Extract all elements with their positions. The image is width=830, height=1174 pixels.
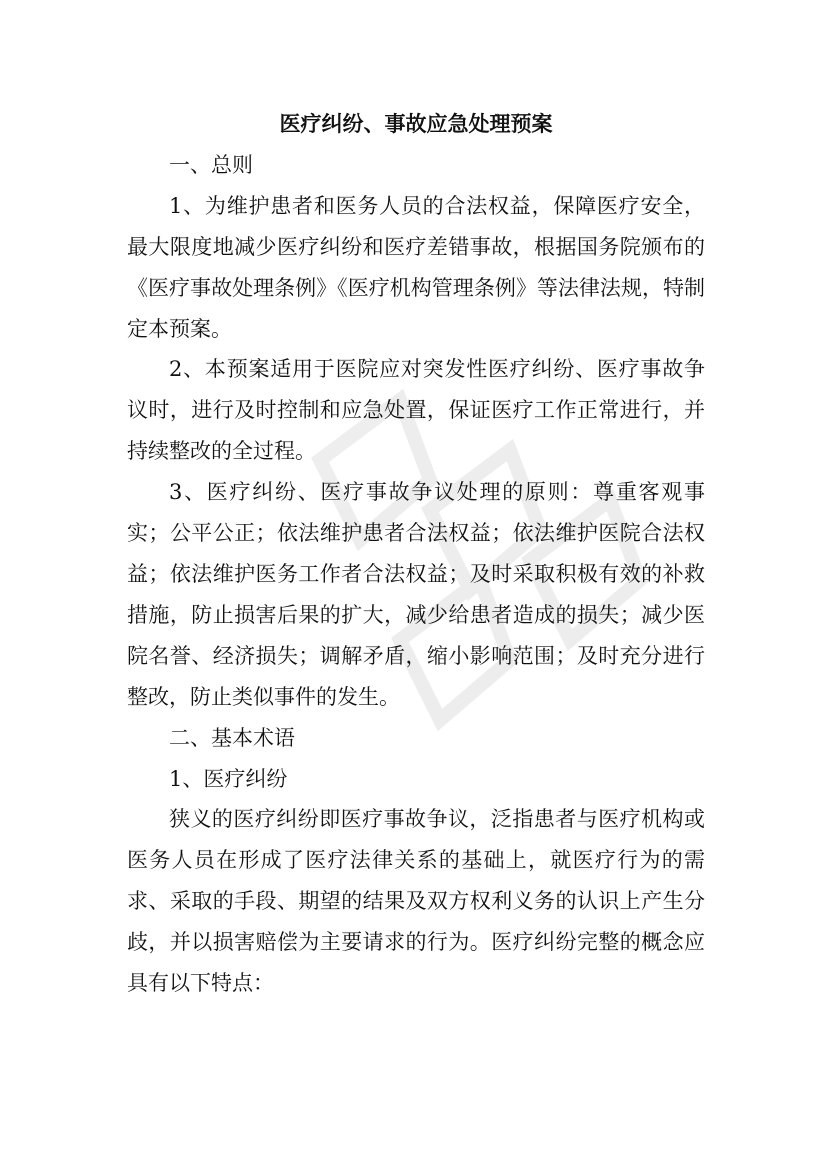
paragraph-principles: 3、医疗纠纷、医疗事故争议处理的原则：尊重客观事实；公平公正；依法维护患者合法权益；依法维护医院合法权益；依法维护医务工作者合法权益；及时采取积极有效的补救措施，防止损害后果的扩大，减少给患者造成的损失；减少医院名誉、经济损失；调解矛盾，缩小影响范围；及时充分进行整改，防止类似事件的发生。 — [127, 480, 705, 709]
document-title: 医疗纠纷、事故应急处理预案 — [279, 111, 553, 136]
document-body — [127, 104, 705, 1004]
paragraph-dispute-definition: 狭义的医疗纠纷即医疗事故争议，泛指患者与医疗机构或医务人员在形成了医疗法律关系的基础上，就医疗行为的需求、采取的手段、期望的结果及双方权利义务的认识上产生分歧，并以损害赔偿为主要请求的行为。医疗纠纷完整的概念应具有以下特点： — [127, 807, 705, 996]
section-heading-terms: 二、基本术语 — [169, 725, 295, 750]
paragraph-purpose: 1、为维护患者和医务人员的合法权益，保障医疗安全，最大限度地减少医疗纠纷和医疗差错事故，根据国务院颁布的《医疗事故处理条例》《医疗机构管理条例》等法律法规，特制定本预案。 — [127, 193, 705, 341]
paragraph-scope: 2、本预案适用于医院应对突发性医疗纠纷、医疗事故争议时，进行及时控制和应急处置，保证医疗工作正常进行，并持续整改的全过程。 — [127, 357, 705, 464]
subheading-medical-dispute: 1、医疗纠纷 — [169, 766, 288, 791]
section-heading-general: 一、总则 — [169, 152, 253, 177]
